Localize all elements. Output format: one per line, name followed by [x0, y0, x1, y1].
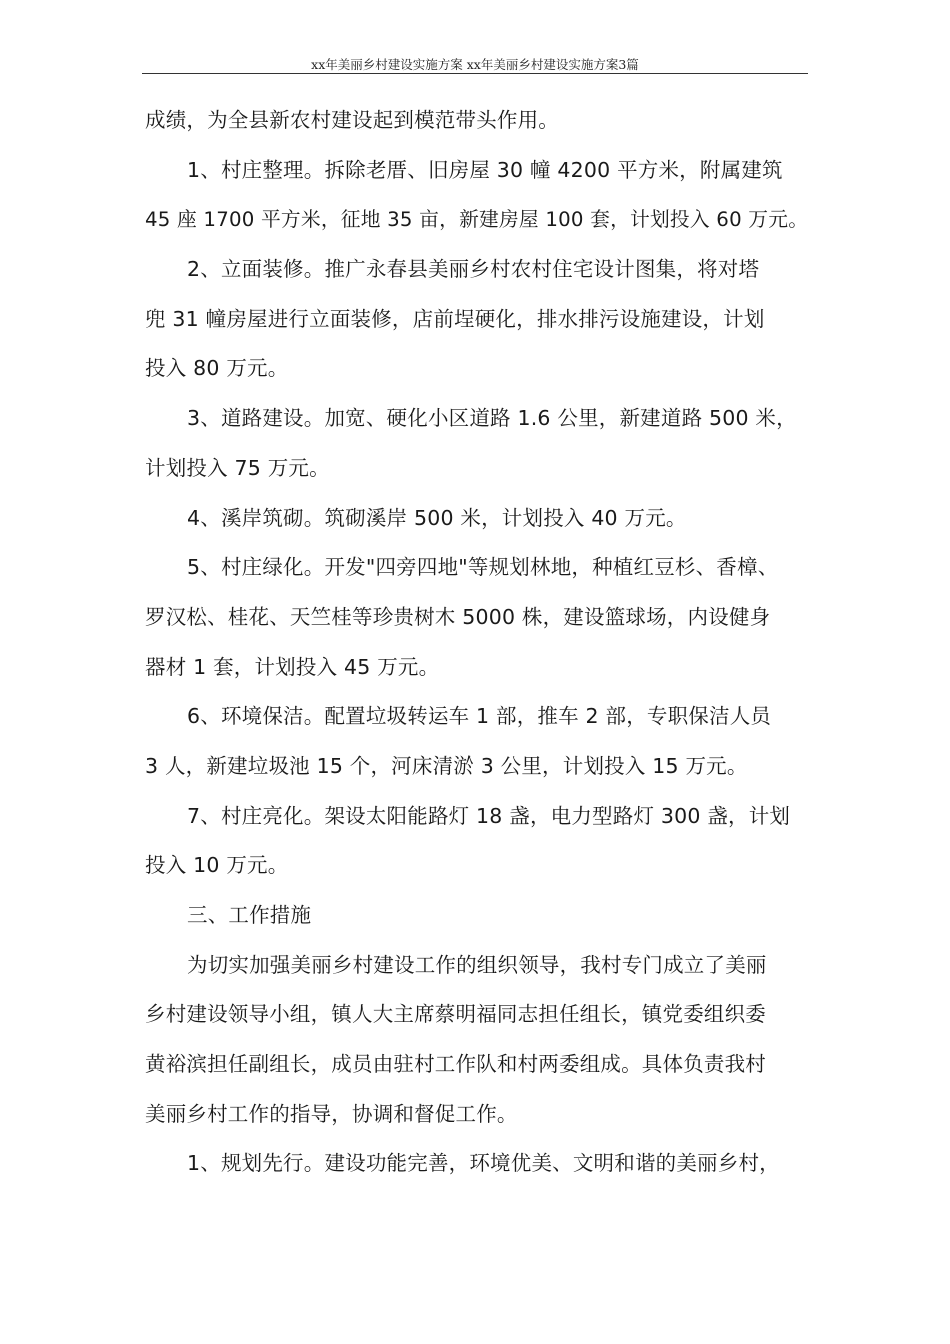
- body-text-line: 成绩，为全县新农村建设起到模范带头作用。: [145, 108, 559, 132]
- body-text-line: 投入 80 万元。: [145, 356, 289, 381]
- header-rule: [142, 73, 808, 74]
- body-text-line: 1、村庄整理。拆除老厝、旧房屋 30 幢 4200 平方米，附属建筑: [187, 157, 783, 182]
- body-text-line: 3 人，新建垃圾池 15 个，河床清淤 3 公里，计划投入 15 万元。: [145, 753, 748, 778]
- body-text-line: 罗汉松、桂花、天竺桂等珍贵树木 5000 株，建设篮球场，内设健身: [145, 604, 771, 629]
- body-text-line: 4、溪岸筑砌。筑砌溪岸 500 米，计划投入 40 万元。: [187, 505, 687, 530]
- body-text-line: 2、立面装修。推广永春县美丽乡村农村住宅设计图集，将对塔: [187, 257, 760, 282]
- body-text-line: 乡村建设领导小组，镇人大主席蔡明福同志担任组长，镇党委组织委: [145, 1002, 766, 1027]
- body-text-line: 5、村庄绿化。开发"四旁四地"等规划林地，种植红豆杉、香樟、: [187, 555, 779, 580]
- document-body: [145, 96, 809, 1189]
- body-text-line: 3、道路建设。加宽、硬化小区道路 1.6 公里，新建道路 500 米，: [187, 406, 797, 431]
- body-text-line: 6、环境保洁。配置垃圾转运车 1 部，推车 2 部，专职保洁人员: [187, 704, 772, 729]
- body-text-line: 45 座 1700 平方米，征地 35 亩，新建房屋 100 套，计划投入 60 万元。: [145, 208, 809, 232]
- body-text-line: 计划投入 75 万元。: [145, 455, 330, 480]
- body-text-line: 美丽乡村工作的指导，协调和督促工作。: [145, 1101, 518, 1126]
- body-text-line: 1、规划先行。建设功能完善，环境优美、文明和谐的美丽乡村，: [187, 1151, 780, 1176]
- body-text-line: 黄裕滨担任副组长，成员由驻村工作队和村两委组成。具体负责我村: [145, 1052, 766, 1077]
- body-text-line: 为切实加强美丽乡村建设工作的组织领导，我村专门成立了美丽: [187, 952, 767, 977]
- body-text-line: 器材 1 套，计划投入 45 万元。: [145, 654, 440, 679]
- body-text-line: 三、工作措施: [187, 903, 312, 927]
- body-text-line: 投入 10 万元。: [145, 853, 289, 878]
- page-header: xx年美丽乡村建设实施方案 xx年美丽乡村建设实施方案3篇: [311, 57, 639, 72]
- body-text-line: 兜 31 幢房屋进行立面装修，店前埕硬化，排水排污设施建设，计划: [145, 306, 765, 331]
- body-text-line: 7、村庄亮化。架设太阳能路灯 18 盏，电力型路灯 300 盏，计划: [187, 803, 791, 828]
